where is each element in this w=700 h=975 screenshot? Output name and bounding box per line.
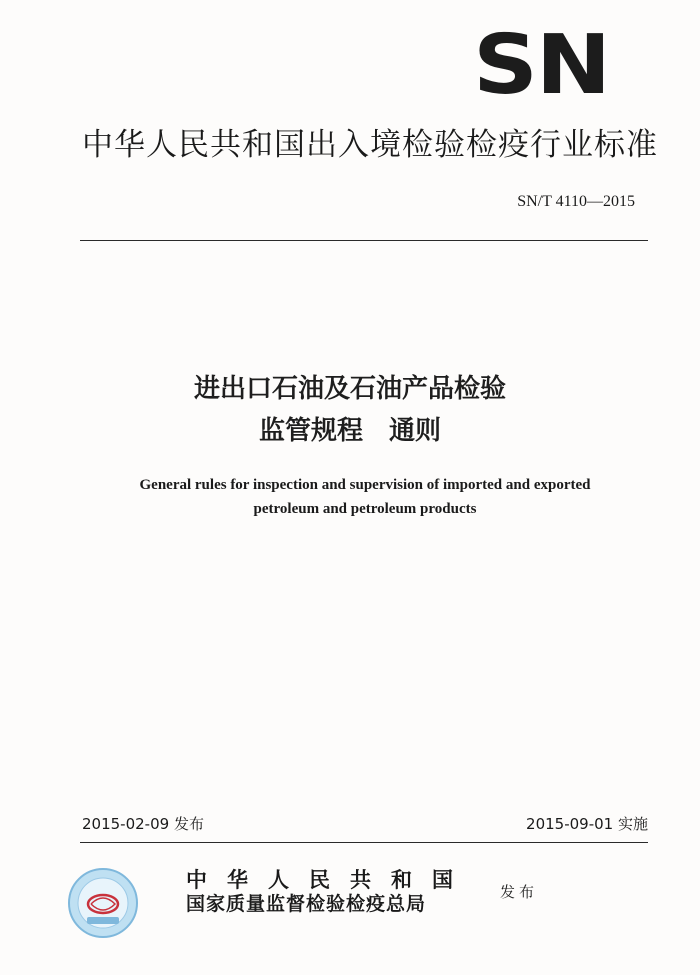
standard-number: SN/T 4110—2015: [517, 193, 635, 210]
implementation-date: 2015-09-01 实施: [526, 815, 648, 833]
sn-logo: SN: [473, 18, 610, 113]
title-chinese-line-2: 监管规程 通则: [258, 416, 441, 446]
title-english-line-2: petroleum and petroleum products: [253, 501, 477, 517]
industry-standard-title: 中华人民共和国出入境检验检疫行业标准: [82, 127, 658, 163]
issuer-country: 中华人民共和国: [186, 867, 473, 892]
title-chinese-line-1: 进出口石油及石油产品检验: [193, 374, 506, 404]
anti-counterfeit-stamp-icon: [67, 867, 139, 939]
title-english-line-1: General rules for inspection and supervision of imported and exported: [139, 477, 591, 493]
issue-date: 2015-02-09 发布: [82, 815, 204, 833]
bottom-divider: [80, 842, 648, 843]
publish-label: 发布: [500, 883, 539, 901]
issuer-agency: 国家质量监督检验检疫总局: [186, 893, 427, 915]
top-divider: [80, 240, 648, 241]
